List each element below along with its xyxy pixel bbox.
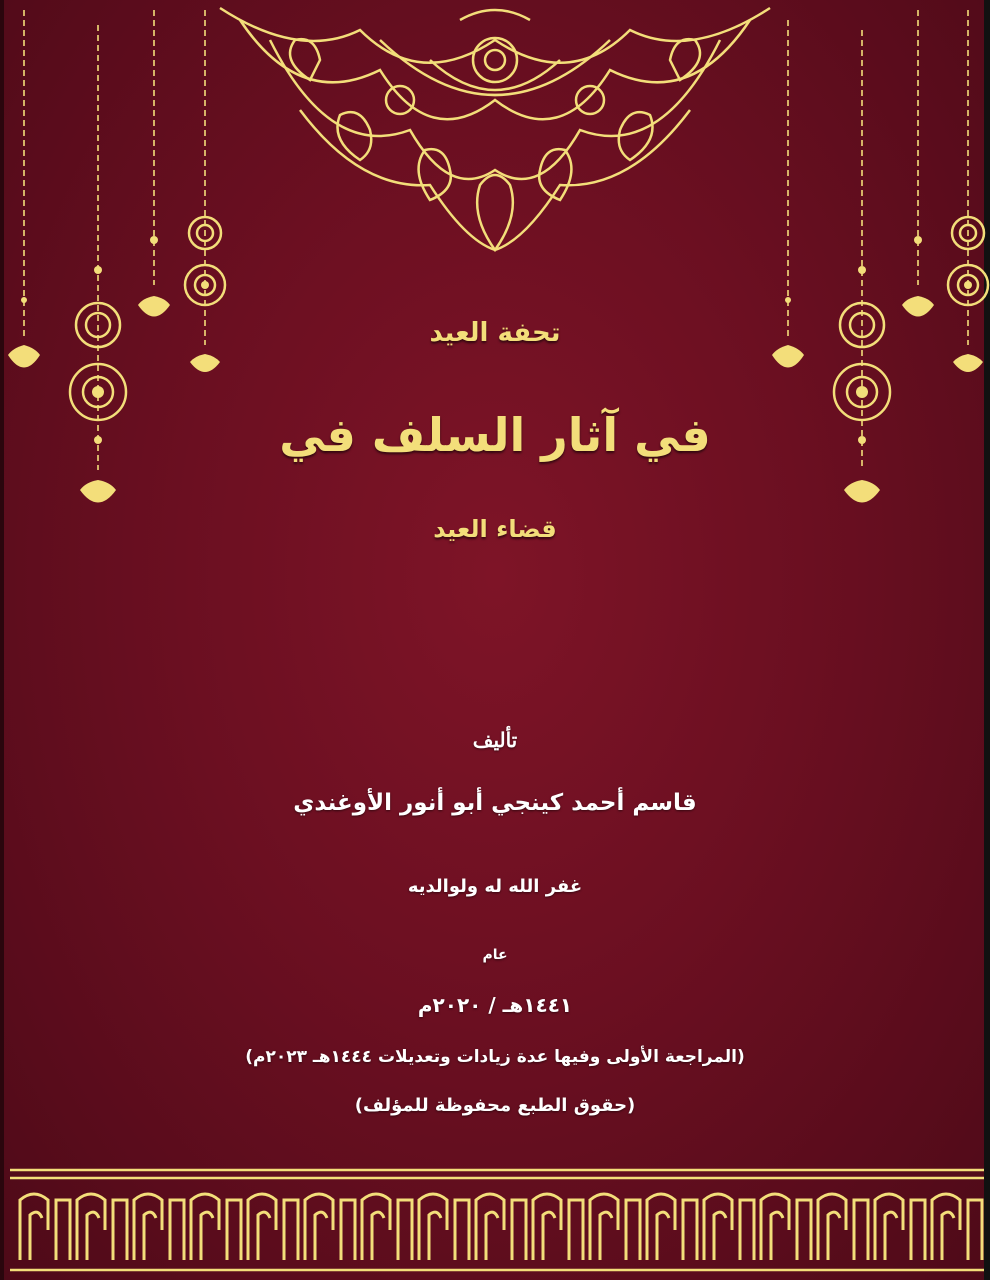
border-motif (20, 1194, 70, 1260)
border-motif (77, 1194, 127, 1260)
border-motif (590, 1194, 640, 1260)
border-motif (704, 1194, 754, 1260)
geometric-border (0, 1160, 990, 1280)
border-motif (818, 1194, 868, 1260)
border-motif (248, 1194, 298, 1260)
publication-year: ١٤٤١هـ / ٢٠٢٠م (417, 993, 573, 1017)
border-motif (875, 1194, 925, 1260)
border-motif (932, 1194, 982, 1260)
border-motif (191, 1194, 241, 1260)
border-motif (362, 1194, 412, 1260)
author-name: قاسم أحمد كينجي أبو أنور الأوغندي (293, 790, 697, 816)
border-motif (134, 1194, 184, 1260)
border-motif (761, 1194, 811, 1260)
author-label: تأليف (472, 728, 518, 752)
revision-note: (المراجعة الأولى وفيها عدة زيادات وتعديلات ١٤٤٤هـ ٢٠٢٣م) (245, 1047, 745, 1067)
border-motif (647, 1194, 697, 1260)
border-motif (305, 1194, 355, 1260)
copyright-note: (حقوق الطبع محفوظة للمؤلف) (354, 1095, 636, 1116)
title-line-1: تحفة العيد (429, 318, 561, 348)
year-label: عام (482, 947, 508, 963)
border-motif (419, 1194, 469, 1260)
title-line-2: في آثار السلف في (279, 408, 711, 462)
border-motif (476, 1194, 526, 1260)
author-prayer: غفر الله له ولوالديه (407, 876, 583, 897)
title-line-3: قضاء العيد (433, 515, 557, 543)
border-motif (533, 1194, 583, 1260)
